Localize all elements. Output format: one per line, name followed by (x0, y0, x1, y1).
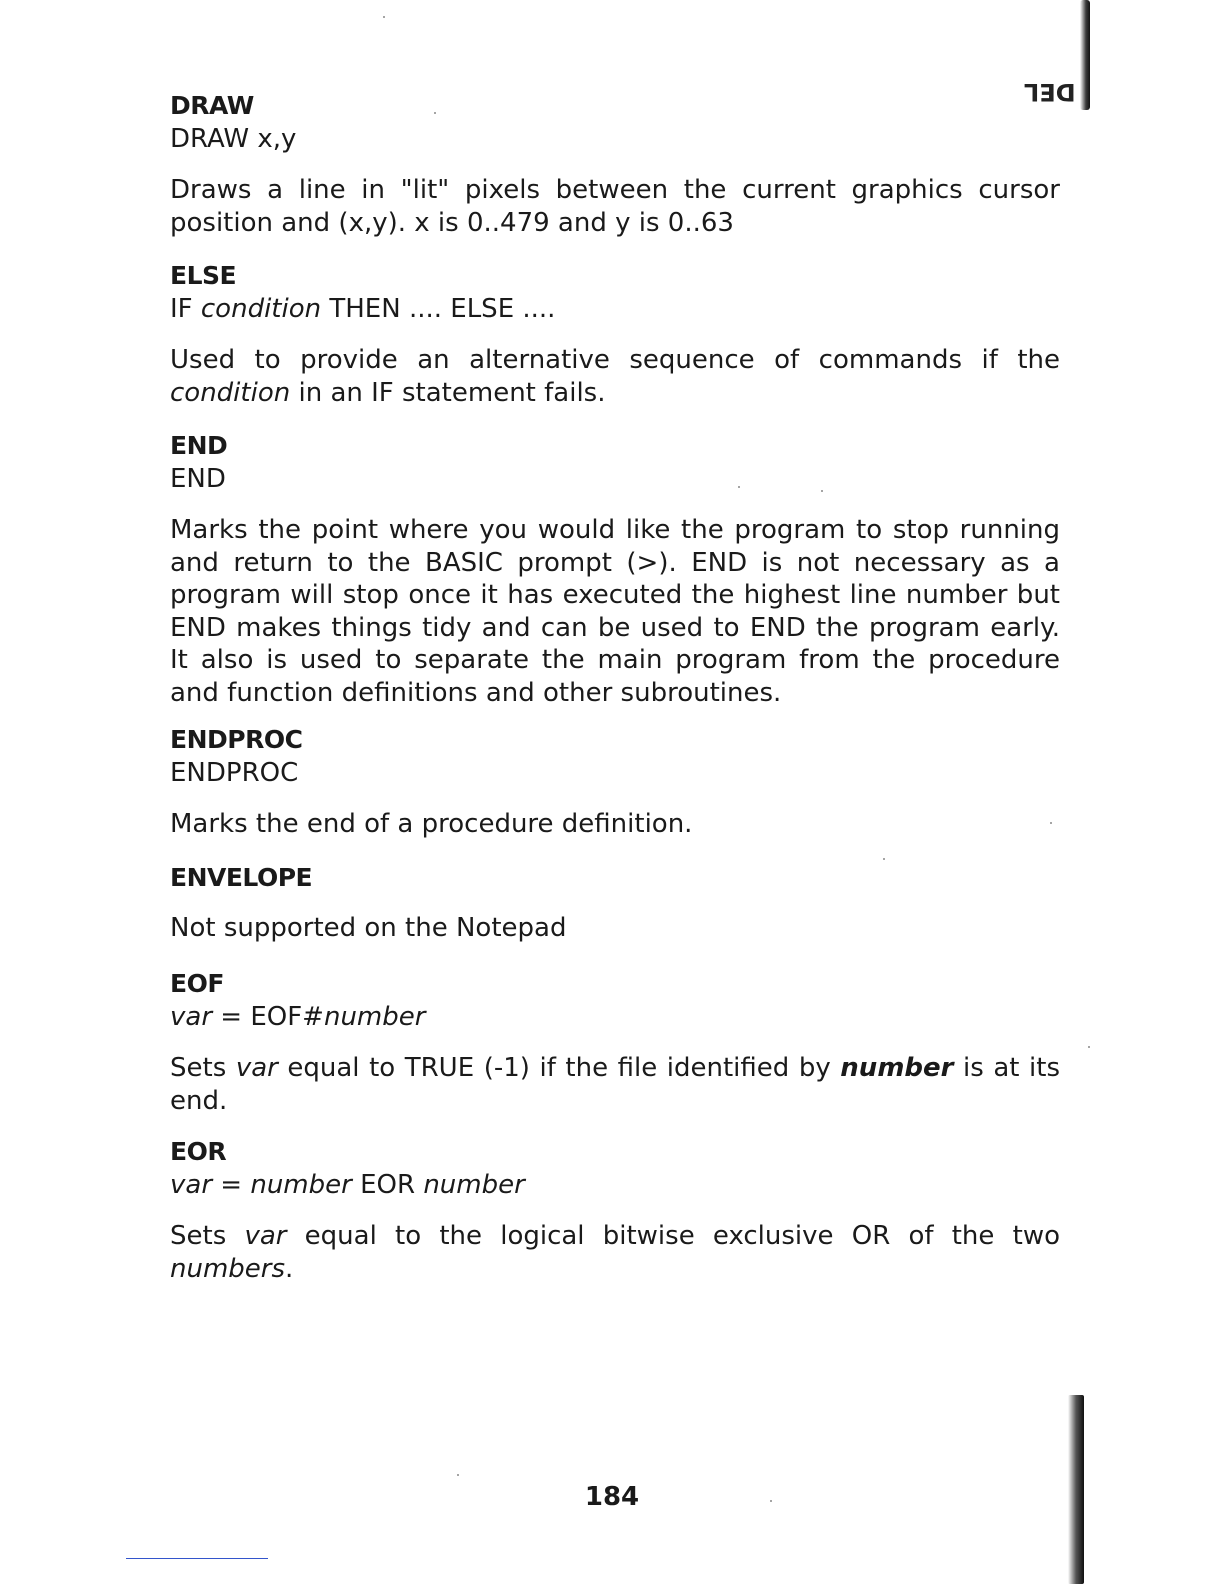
entry-syntax: var = EOF#number (170, 1002, 426, 1032)
entry-keyword: EOF (170, 969, 224, 998)
scan-speck (738, 486, 740, 488)
scan-speck (821, 490, 823, 492)
entry-endproc (170, 724, 1060, 841)
entry-envelope (170, 862, 1060, 945)
corner-mark: DEL (1024, 78, 1076, 106)
entry-else (170, 260, 1060, 409)
entry-syntax: END (170, 464, 226, 494)
entry-keyword: ELSE (170, 261, 237, 290)
page-number: 184 (584, 1482, 640, 1512)
scan-edge-shadow-bottom (1068, 1395, 1084, 1584)
entry-keyword: DRAW (170, 91, 254, 120)
entry-description: Draws a line in "lit" pixels between the current graphics cursor position and (x,y). x is 0..479 and y is 0..63 (170, 175, 1060, 238)
scan-edge-shadow-top (1080, 0, 1090, 110)
entry-syntax: ENDPROC (170, 758, 299, 788)
entry-syntax: var = number EOR number (170, 1170, 525, 1200)
scan-speck (1050, 822, 1052, 824)
footer-rule (126, 1558, 268, 1559)
entry-syntax: IF condition THEN .... ELSE .... (170, 294, 556, 324)
entry-keyword: EOR (170, 1137, 227, 1166)
entry-description: Sets var equal to the logical bitwise exclusive OR of the two numbers. (170, 1221, 1060, 1284)
scan-speck (457, 1474, 459, 1476)
entry-end (170, 430, 1060, 709)
entry-description: Sets var equal to TRUE (-1) if the file identified by number is at its end. (170, 1053, 1061, 1116)
scan-speck (434, 112, 436, 114)
entry-description: Marks the end of a procedure definition. (170, 809, 693, 839)
scan-speck (770, 1500, 772, 1502)
scan-speck (883, 858, 885, 860)
entry-eof (170, 968, 1060, 1117)
entry-eor (170, 1136, 1060, 1285)
entry-keyword: ENVELOPE (170, 863, 313, 892)
entry-keyword: END (170, 431, 228, 460)
entry-description: Marks the point where you would like the program to stop running and return to the BASIC prompt (>). END is not necessary as a program will stop once it has executed the highest line number but END makes things tidy and can be used to END the program early. It also is used to separate the main program from the procedure and function definitions and other subroutines. (170, 515, 1060, 708)
scan-speck (1088, 1046, 1090, 1048)
scan-speck (383, 16, 385, 18)
entry-description: Not supported on the Notepad (170, 913, 567, 943)
entry-keyword: ENDPROC (170, 725, 303, 754)
entry-description: Used to provide an alternative sequence of commands if the condition in an IF statement fails. (170, 345, 1060, 408)
entry-syntax: DRAW x,y (170, 124, 297, 154)
entry-draw (170, 90, 1060, 239)
